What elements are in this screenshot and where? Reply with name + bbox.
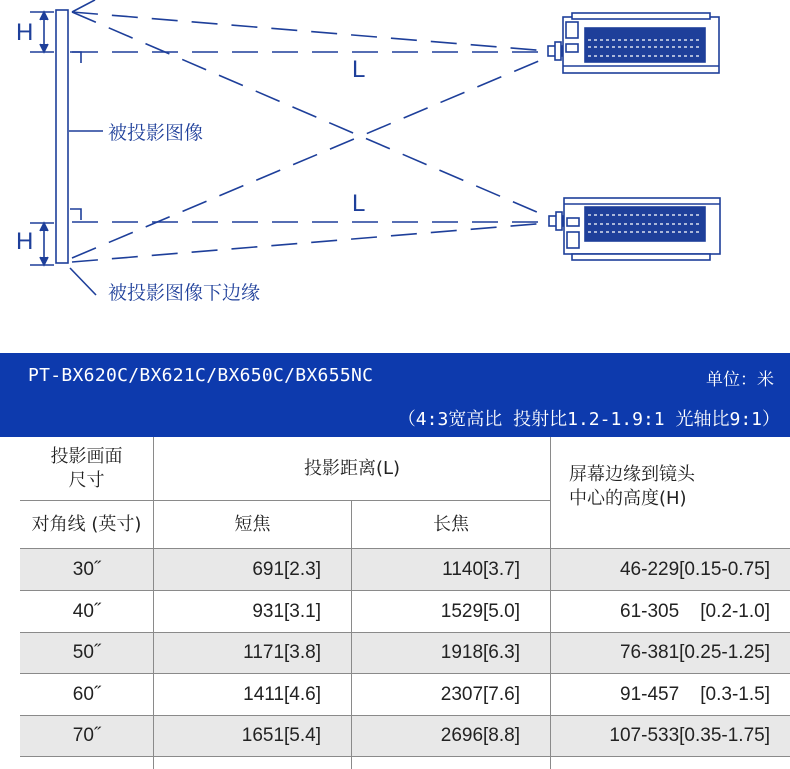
table-cell-height: 76-381[0.25-1.25] (619, 642, 770, 663)
table-cell-size: 70˝ (72, 725, 101, 746)
model-list: PT-BX620C/BX621C/BX650C/BX655NC (28, 365, 374, 386)
beam-top-1 (72, 12, 560, 52)
l-label-bottom: L (352, 190, 366, 217)
table-cell-height: 46-229[0.15-0.75] (619, 558, 770, 580)
table-cell-size: 60˝ (72, 683, 101, 705)
header-diagonal: 对角线 (英寸) (31, 513, 142, 535)
table-cell-long: 1529[5.0] (440, 600, 520, 622)
h-label-bottom: H (16, 228, 34, 255)
table-cell-height: 107-533[0.35-1.75] (609, 725, 770, 746)
projection-distance-table (20, 437, 790, 769)
header-distance: 投影距离(L) (303, 457, 401, 479)
table-cell-height: 91-457 [0.3-1.5] (620, 683, 770, 705)
table-cell-long: 2307[7.6] (440, 683, 520, 705)
table-cell-short: 931[3.1] (252, 600, 321, 622)
beam-top-2 (72, 52, 560, 258)
table-cell-long: 1918[6.3] (440, 642, 520, 663)
table-cell-short: 1651[5.4] (241, 725, 321, 746)
table-cell-size: 40˝ (72, 600, 101, 622)
projector-bottom-icon (549, 198, 720, 260)
header-long-focus: 长焦 (433, 513, 469, 535)
screen-bottom-label: 被投影图像下边缘 (108, 282, 261, 304)
table-cell-short: 1171[3.8] (243, 642, 321, 663)
l-label-top: L (352, 56, 366, 83)
unit-label: 单位：米 (706, 370, 774, 390)
header-height: 屏幕边缘到镜头 中心的高度(H) (569, 464, 695, 509)
spec-header (0, 353, 790, 437)
table-cell-short: 1411[4.6] (243, 683, 321, 705)
screen-bottom-leader (70, 268, 96, 295)
spec-summary: （4:3宽高比 投射比1.2-1.9:1 光轴比9:1） (397, 409, 780, 430)
projector-top-icon (548, 13, 719, 73)
header-screen-size: 投影画面 尺寸 (50, 445, 123, 491)
beam-bottom-2 (72, 222, 560, 262)
screen-label: 被投影图像 (108, 122, 204, 144)
table-cell-long: 1140[3.7] (442, 558, 520, 580)
table-cell-short: 691[2.3] (252, 558, 321, 580)
h-label-top: H (16, 19, 34, 46)
beam-bottom-1 (72, 12, 560, 222)
table-cell-size: 50˝ (72, 642, 101, 663)
table-cell-height: 61-305 [0.2-1.0] (620, 600, 770, 622)
table-cell-long: 2696[8.8] (440, 725, 520, 746)
table-cell-size: 30˝ (72, 558, 101, 580)
header-short-focus: 短焦 (234, 513, 271, 535)
screen-rect (56, 10, 68, 263)
projection-diagram (0, 0, 790, 320)
